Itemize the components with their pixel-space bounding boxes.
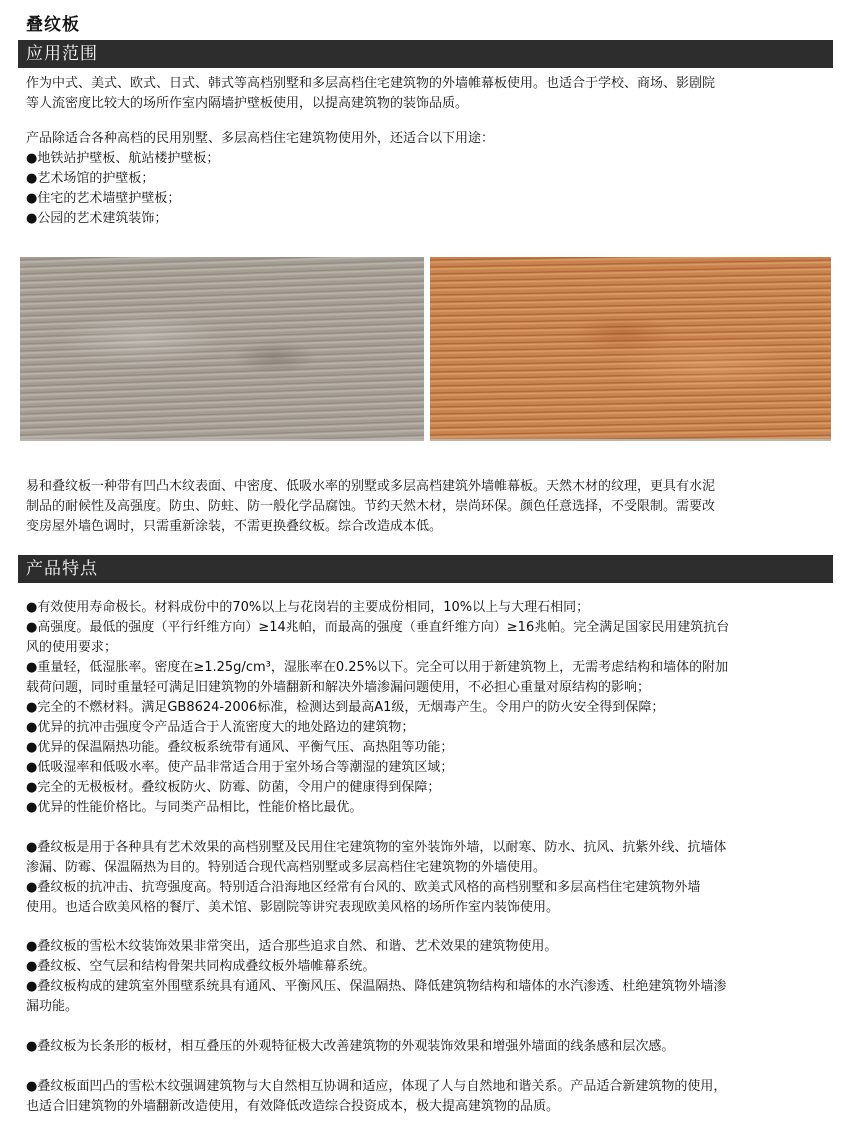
wood-grain-sample-brown [430, 257, 831, 441]
uses-list [26, 129, 832, 229]
wood-grain-sample-gray [20, 257, 424, 441]
section-heading-application: 应用范围 [18, 40, 833, 68]
section-heading-features: 产品特点 [18, 555, 833, 583]
list-item: ●低吸湿率和低吸水率。使产品非常适合用于室外场合等潮湿的建筑区域； [26, 760, 454, 775]
list-item: ●完全的不燃材料。满足GB8624-2006标准，检测达到最高A1级，无烟毒产生。令用户的防火安全得到保障； [26, 700, 665, 715]
uses-intro: 产品除适合各种高档的民用别墅、多层高档住宅建筑物使用外，还适合以下用途： [26, 131, 495, 146]
list-item: ●叠纹板的抗冲击、抗弯强度高。特别适合沿海地区经常有台风的、欧美式风格的高档别墅和多层高档住宅建筑物外墙 [26, 880, 701, 895]
list-item: ●叠纹板的雪松木纹装饰效果非常突出，适合那些追求自然、和谐、艺术效果的建筑物使用。 [26, 939, 558, 954]
product-description [26, 477, 832, 537]
list-item: ●有效使用寿命极长。材料成份中的70%以上与花岗岩的主要成份相同，10%以上与大理石相同； [26, 600, 590, 615]
features-group-1 [26, 598, 832, 818]
list-item: ●住宅的艺术墙壁护壁板； [26, 191, 181, 206]
list-item: 风的使用要求； [26, 640, 118, 655]
text-line: 等人流密度比较大的场所作室内隔墙护壁板使用，以提高建筑物的装饰品质。 [26, 96, 469, 111]
text-line: 作为中式、美式、欧式、日式、韩式等高档别墅和多层高档住宅建筑物的外墙帷幕板使用。也适合于学校、商场、影剧院 [26, 76, 716, 91]
list-item: ●重量轻，低湿胀率。密度在≥1.25g/cm³，湿胀率在0.25%以下。完全可以用于新建筑物上，无需考虑结构和墙体的附加 [26, 660, 729, 675]
features-group-2 [26, 838, 832, 918]
list-item: ●完全的无极板材。叠纹板防火、防霉、防菌，令用户的健康得到保障； [26, 780, 441, 795]
list-item: ●优异的性能价格比。与同类产品相比，性能价格比最优。 [26, 800, 363, 815]
list-item: ●优异的保温隔热功能。叠纹板系统带有通风、平衡气压、高热阻等功能； [26, 740, 454, 755]
text-line: 制品的耐候性及高强度。防虫、防蛀、防一般化学品腐蚀。节约天然木材，崇尚环保。颜色任意选择，不受限制。需要改 [26, 499, 716, 514]
list-item: ●叠纹板是用于各种具有艺术效果的高档别墅及民用住宅建筑物的室外装饰外墙，以耐寒、防水、抗风、抗紫外线、抗墙体 [26, 840, 727, 855]
list-item: 使用。也适合欧美风格的餐厅、美术馆、影剧院等讲究表现欧美风格的场所作室内装饰使用。 [26, 900, 560, 915]
list-item: ●高强度。最低的强度（平行纤维方向）≥14兆帕，而最高的强度（垂直纤维方向）≥16兆帕。完全满足国家民用建筑抗台 [26, 620, 730, 635]
list-item: 漏功能。 [26, 999, 79, 1014]
features-group-5 [26, 1077, 832, 1117]
list-item: ●叠纹板面凹凸的雪松木纹强调建筑物与大自然相互协调和适应，体现了人与自然地和谐关系。产品适合新建筑物的使用， [26, 1079, 727, 1094]
list-item: ●优异的抗冲击强度令产品适合于人流密度大的地处路边的建筑物； [26, 720, 415, 735]
list-item: 载荷问题，同时重量轻可满足旧建筑物的外墙翻新和解决外墙渗漏问题使用，不必担心重量对原结构的影响； [26, 680, 651, 695]
list-item: ●公园的艺术建筑装饰； [26, 211, 168, 226]
text-line: 变房屋外墙色调时，只需重新涂装，不需更换叠纹板。综合改造成本低。 [26, 519, 443, 534]
list-item: ●叠纹板、空气层和结构骨架共同构成叠纹板外墙帷幕系统。 [26, 959, 376, 974]
page-title: 叠纹板 [26, 15, 80, 35]
text-line: 易和叠纹板一种带有凹凸木纹表面、中密度、低吸水率的别墅或多层高档建筑外墙帷幕板。天然木材的纹理，更具有水泥 [26, 479, 716, 494]
list-item: 也适合旧建筑物的外墙翻新改造使用，有效降低改造综合投资成本，极大提高建筑物的品质。 [26, 1099, 560, 1114]
application-intro [26, 74, 832, 114]
features-group-3 [26, 937, 832, 1017]
list-item: ●叠纹板为长条形的板材，相互叠压的外观特征极大改善建筑物的外观装饰效果和增强外墙面的线条感和层次感。 [26, 1039, 675, 1054]
features-group-4 [26, 1037, 832, 1057]
list-item: ●叠纹板构成的建筑室外围壁系统具有通风、平衡风压、保温隔热、降低建筑物结构和墙体的水汽渗透、杜绝建筑物外墙渗 [26, 979, 727, 994]
list-item: 渗漏、防霉、保温隔热为目的。特别适合现代高档别墅或多层高档住宅建筑物的外墙使用。 [26, 860, 547, 875]
list-item: ●艺术场馆的护壁板； [26, 171, 155, 186]
list-item: ●地铁站护壁板、航站楼护壁板； [26, 151, 220, 166]
